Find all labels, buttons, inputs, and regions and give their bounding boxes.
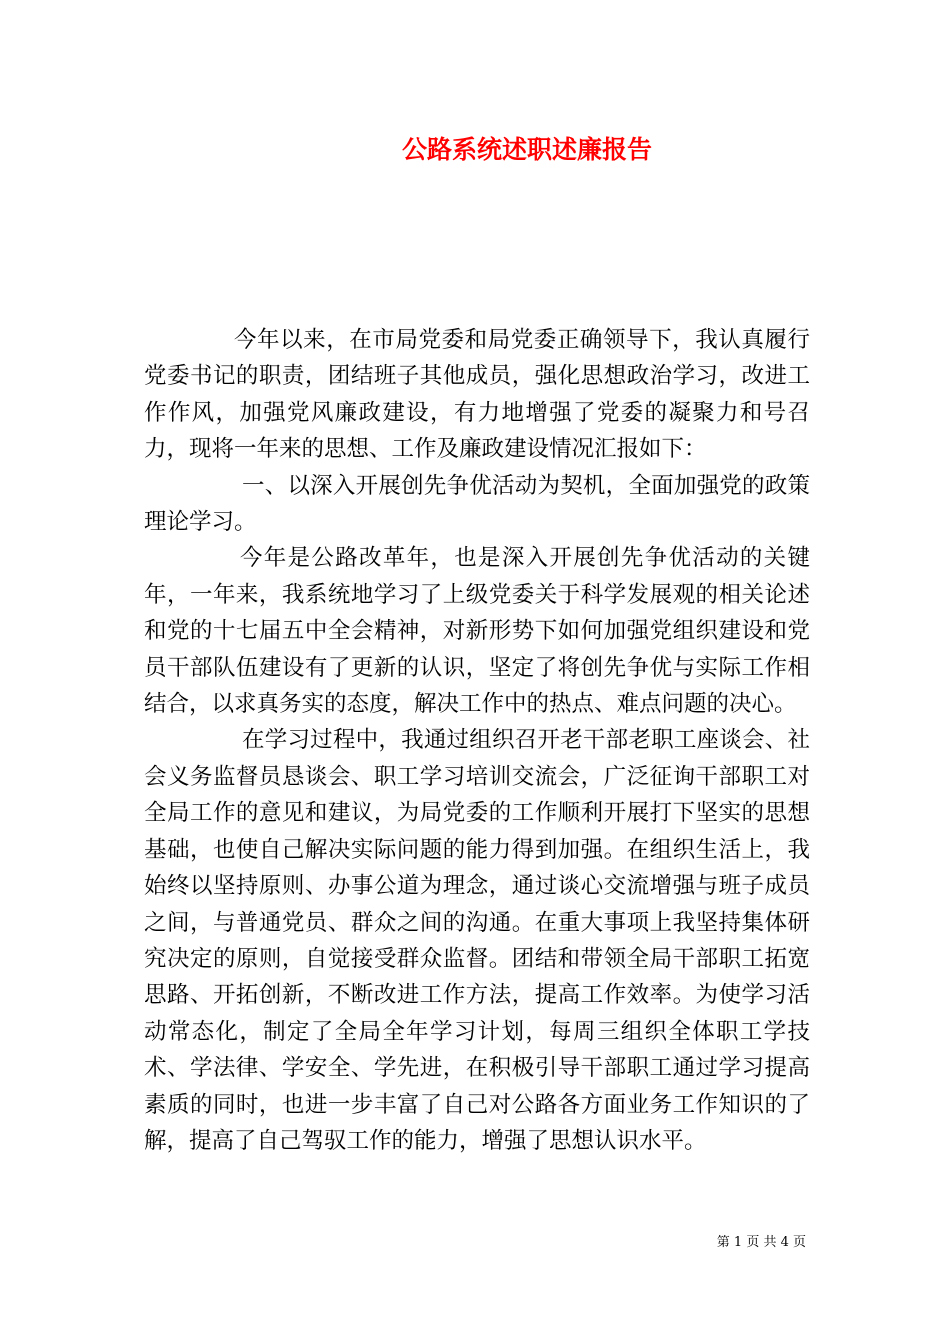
paragraph-reform-year: 今年是公路改革年，也是深入开展创先争优活动的关键年，一年来，我系统地学习了上级党委关于科学发展观的相关论述和党的十七届五中全会精神，对新形势下如何加强党组织建设和党员干部队伍建设有了更新的认识，坚定了将创先争优与实际工作相结合，以求真务实的态度，解决工作中的热点、难点问题的决心。 [144,545,810,718]
section-heading-1: 一、以深入开展创先争优活动为契机，全面加强党的政策理论学习。 [144,472,810,536]
paragraph-intro: 今年以来，在市局党委和局党委正确领导下，我认真履行党委书记的职责，团结班子其他成员，强化思想政治学习，改进工作作风，加强党风廉政建设，有力地增强了党委的凝聚力和号召力，现将一年来的思想、工作及廉政建设情况汇报如下： [144,327,810,463]
document-body [144,322,810,1159]
paragraph-learning-process: 在学习过程中，我通过组织召开老干部老职工座谈会、社会义务监督员恳谈会、职工学习培训交流会，广泛征询干部职工对全局工作的意见和建议，为局党委的工作顺利开展打下坚实的思想基础，也使自己解决实际问题的能力得到加强。在组织生活上，我始终以坚持原则、办事公道为理念，通过谈心交流增强与班子成员之间，与普通党员、群众之间的沟通。在重大事项上我坚持集体研究决定的原则，自觉接受群众监督。团结和带领全局干部职工拓宽思路、开拓创新，不断改进工作方法，提高工作效率。为使学习活动常态化，制定了全局全年学习计划，每周三组织全体职工学技术、学法律、学安全、学先进，在积极引导干部职工通过学习提高素质的同时，也进一步丰富了自己对公路各方面业务工作知识的了解，提高了自己驾驭工作的能力，增强了思想认识水平。 [144,727,810,1154]
document-title: 公路系统述职述廉报告 [401,135,652,164]
page-number-footer: 第 1 页 共 4 页 [716,1235,806,1250]
